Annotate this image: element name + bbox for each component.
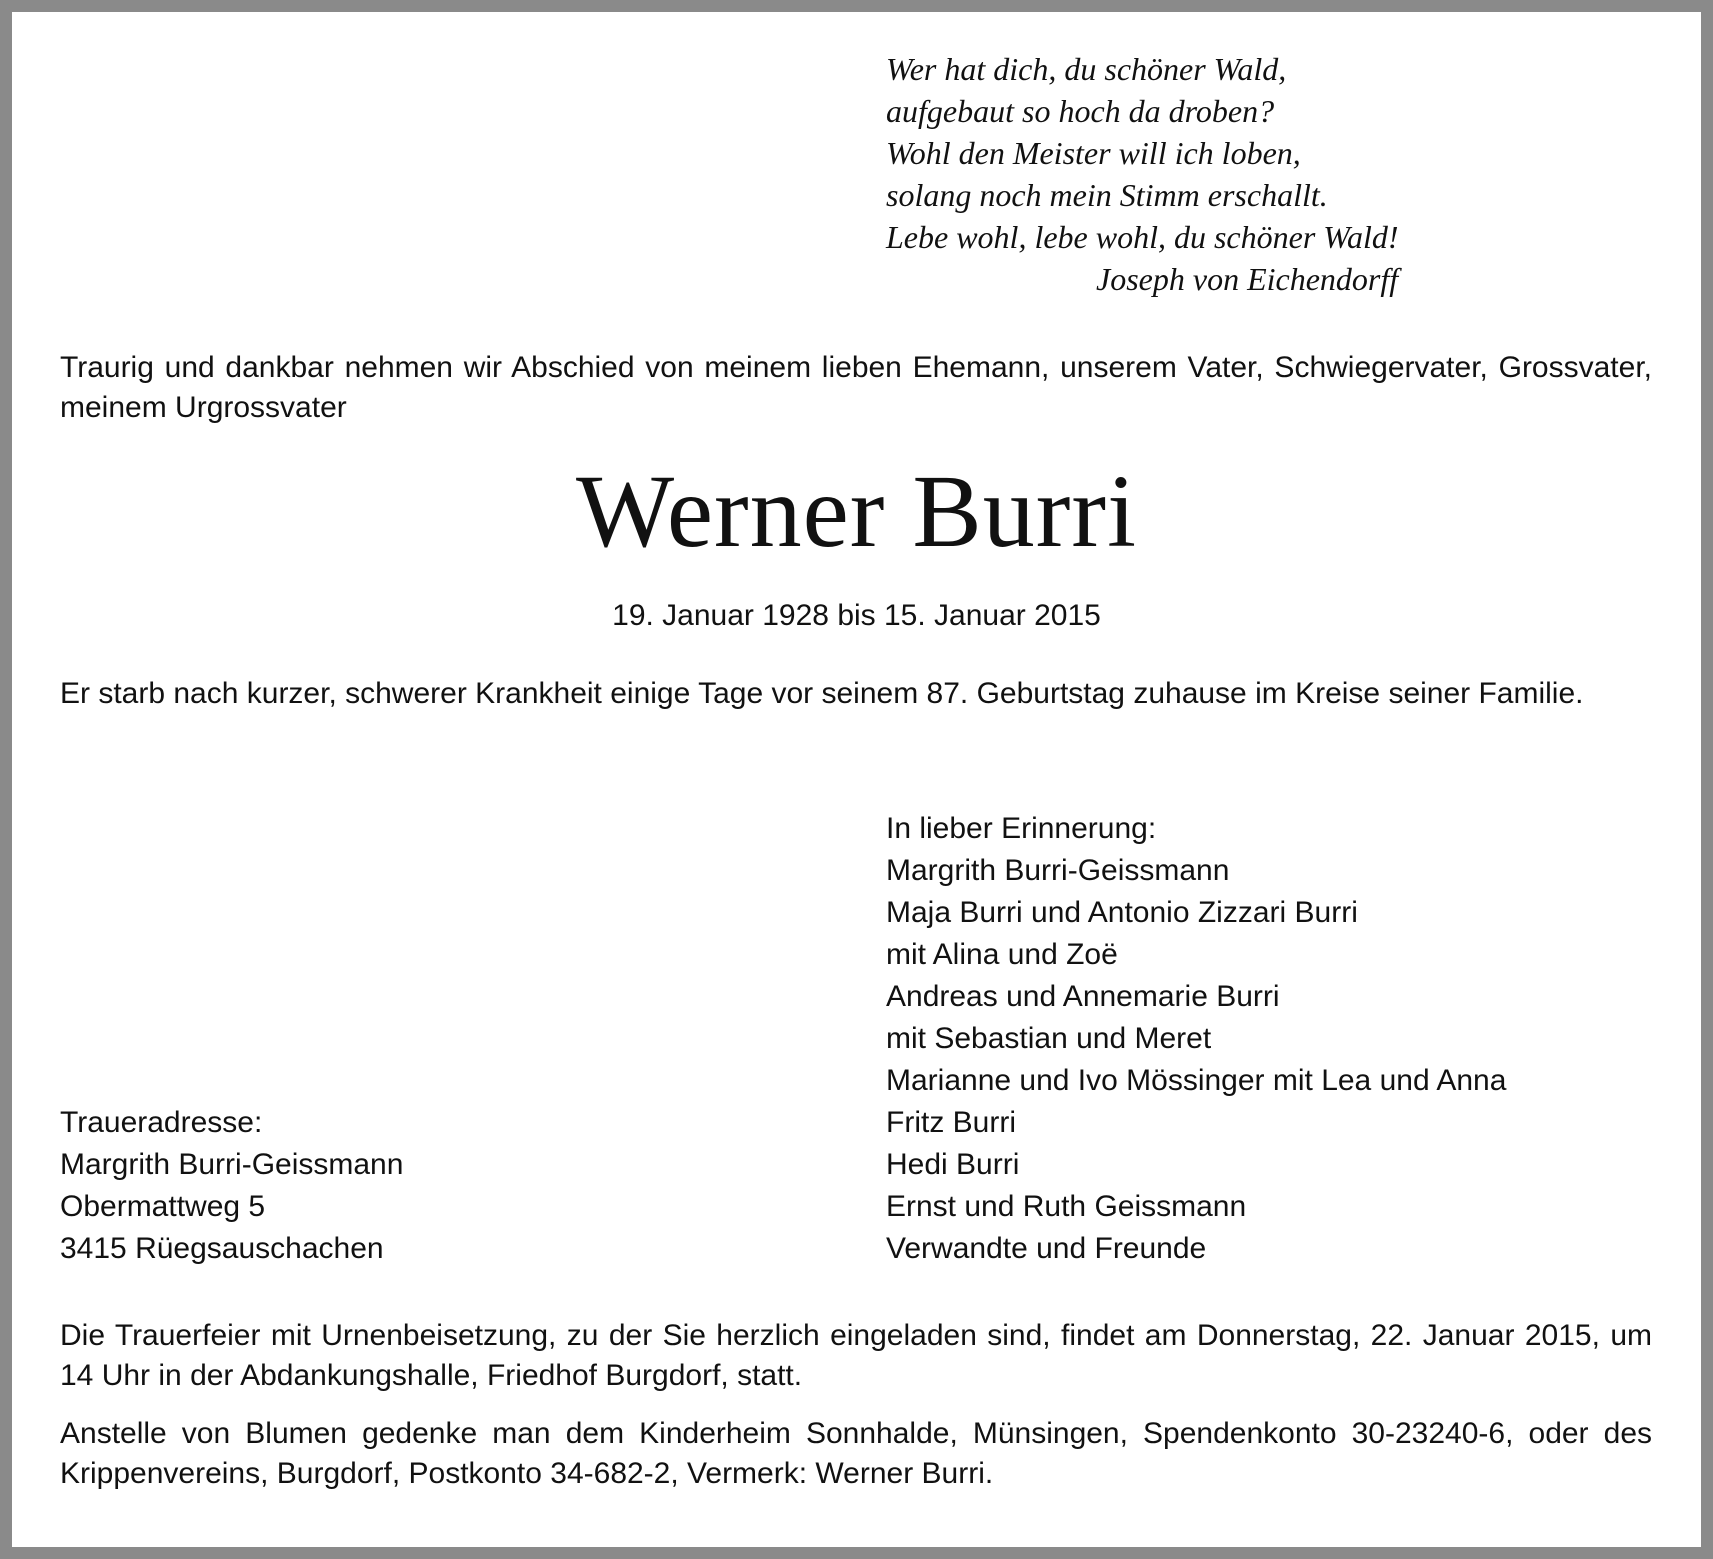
- donation-info: Anstelle von Blumen gedenke man dem Kinderheim Sonnhalde, Münsingen, Spendenkonto 30-23240-6, oder des Krippenvereins, Burgdorf, Postkonto 34-682-2, Vermerk: Werner Burri.: [60, 1417, 1652, 1490]
- poem-line: Wer hat dich, du schöner Wald,: [886, 51, 1287, 87]
- family-member: Marianne und Ivo Mössinger mit Lea und Anna: [886, 1064, 1507, 1097]
- family-member: mit Alina und Zoë: [886, 938, 1118, 971]
- family-member: Ernst und Ruth Geissmann: [886, 1190, 1247, 1223]
- address-street: Obermattweg 5: [60, 1190, 266, 1223]
- address-name: Margrith Burri-Geissmann: [60, 1148, 404, 1181]
- family-member: Hedi Burri: [886, 1148, 1020, 1181]
- obituary-notice: [12, 12, 1701, 1547]
- family-heading: In lieber Erinnerung:: [886, 812, 1157, 845]
- death-note: Er starb nach kurzer, schwerer Krankheit einige Tage vor seinem 87. Geburtstag zuhause im Kreise seiner Familie.: [60, 677, 1584, 710]
- family-member: Maja Burri und Antonio Zizzari Burri: [886, 896, 1358, 929]
- family-list: [886, 808, 1506, 1270]
- family-member: Verwandte und Freunde: [886, 1232, 1207, 1265]
- poem-line: solang noch mein Stimm erschallt.: [886, 177, 1328, 213]
- poem-quote: [886, 48, 1526, 300]
- family-member: Andreas und Annemarie Burri: [886, 980, 1280, 1013]
- family-member: Fritz Burri: [886, 1106, 1016, 1139]
- family-member: Margrith Burri-Geissmann: [886, 854, 1230, 887]
- mourning-address: [60, 1102, 403, 1270]
- address-heading: Traueradresse:: [60, 1106, 263, 1139]
- poem-line: Wohl den Meister will ich loben,: [886, 135, 1301, 171]
- poem-line: Lebe wohl, lebe wohl, du schöner Wald!: [886, 219, 1399, 255]
- funeral-info: Die Trauerfeier mit Urnenbeisetzung, zu der Sie herzlich eingeladen sind, findet am Donnerstag, 22. Januar 2015, um 14 Uhr in der Abdankungshalle, Friedhof Burgdorf, statt.: [60, 1319, 1652, 1392]
- address-city: 3415 Rüegsauschachen: [60, 1232, 384, 1265]
- intro-text: Traurig und dankbar nehmen wir Abschied von meinem lieben Ehemann, unserem Vater, Schwiegervater, Grossvater, meinem Urgrossvater: [60, 351, 1652, 424]
- poem-line: aufgebaut so hoch da droben?: [886, 93, 1275, 129]
- family-member: mit Sebastian und Meret: [886, 1022, 1212, 1055]
- deceased-name: Werner Burri: [576, 454, 1137, 569]
- life-dates: 19. Januar 1928 bis 15. Januar 2015: [612, 599, 1101, 632]
- poem-author: Joseph von Eichendorff: [1096, 261, 1399, 297]
